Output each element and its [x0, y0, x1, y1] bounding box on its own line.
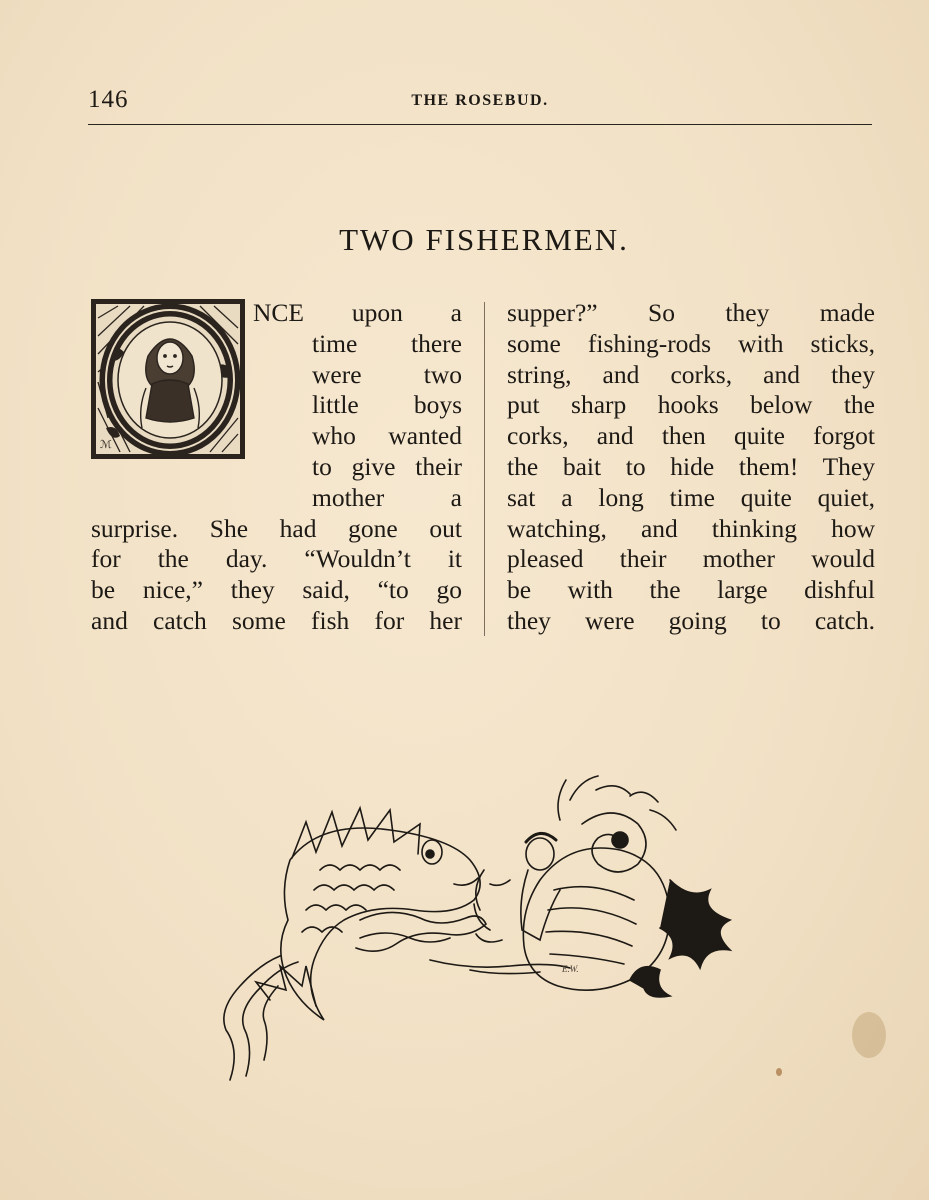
- boy-head: [526, 838, 554, 870]
- text-line: time there: [312, 328, 462, 358]
- story-title: TWO FISHERMEN.: [339, 222, 629, 257]
- text-line: mother a: [312, 482, 462, 512]
- text-line: be nice,” they said, “to go: [91, 575, 462, 605]
- text-line: string, and corks, and they: [507, 359, 875, 389]
- fish-and-shell-illustration: [210, 760, 770, 1090]
- text-line: put sharp hooks below the: [507, 390, 875, 420]
- text-line: they were going to catch.: [507, 605, 875, 635]
- water-ripple: [360, 933, 450, 942]
- illustrator-signature: E.W.: [562, 964, 579, 974]
- svg-text:ℳ: ℳ: [100, 438, 112, 451]
- paper-stain: [776, 1068, 782, 1076]
- coral: [558, 776, 676, 830]
- fish-body: [281, 828, 480, 1020]
- text-line: who wanted: [312, 421, 462, 451]
- text-line: be with the large dishful: [507, 575, 875, 605]
- text-line: corks, and then quite forgot: [507, 421, 875, 451]
- text-line: for the day. “Wouldn’t it: [91, 544, 462, 574]
- text-line: and catch some fish for her: [91, 605, 462, 635]
- text-line: pleased their mother would: [507, 544, 875, 574]
- water-ripple: [470, 970, 540, 974]
- paper-stain: [852, 1012, 886, 1058]
- text-line: little boys: [312, 390, 462, 420]
- water-ripple: [356, 912, 486, 951]
- water-ripple: [263, 986, 278, 1060]
- page-header: [88, 86, 872, 122]
- story-column-right: [507, 298, 875, 637]
- text-line: to give their: [312, 451, 462, 481]
- text-line: the bait to hide them! They: [507, 451, 875, 481]
- header-rule: [88, 124, 872, 125]
- text-line: some fishing-rods with sticks,: [507, 328, 875, 358]
- seaweed: [660, 880, 730, 968]
- fish-dorsal-fin: [292, 808, 420, 858]
- fish-tail: [256, 966, 316, 1006]
- story-column-left: [91, 298, 462, 637]
- water-ripple: [224, 956, 280, 1080]
- text-line: watching, and thinking how: [507, 513, 875, 543]
- page-number: 146: [88, 86, 129, 113]
- text-line: supper?” So they made: [507, 298, 875, 327]
- text-line: were two: [312, 359, 462, 389]
- column-divider: [484, 302, 485, 636]
- water-ripple: [430, 960, 570, 968]
- text-line: surprise. She had gone out: [91, 513, 462, 543]
- text-line: NCE upon a: [253, 298, 462, 327]
- text-line: sat a long time quite quiet,: [507, 482, 875, 512]
- engraving-drawing: [210, 760, 770, 1090]
- water-ripple: [243, 962, 298, 1076]
- running-title: THE ROSEBUD.: [411, 92, 549, 109]
